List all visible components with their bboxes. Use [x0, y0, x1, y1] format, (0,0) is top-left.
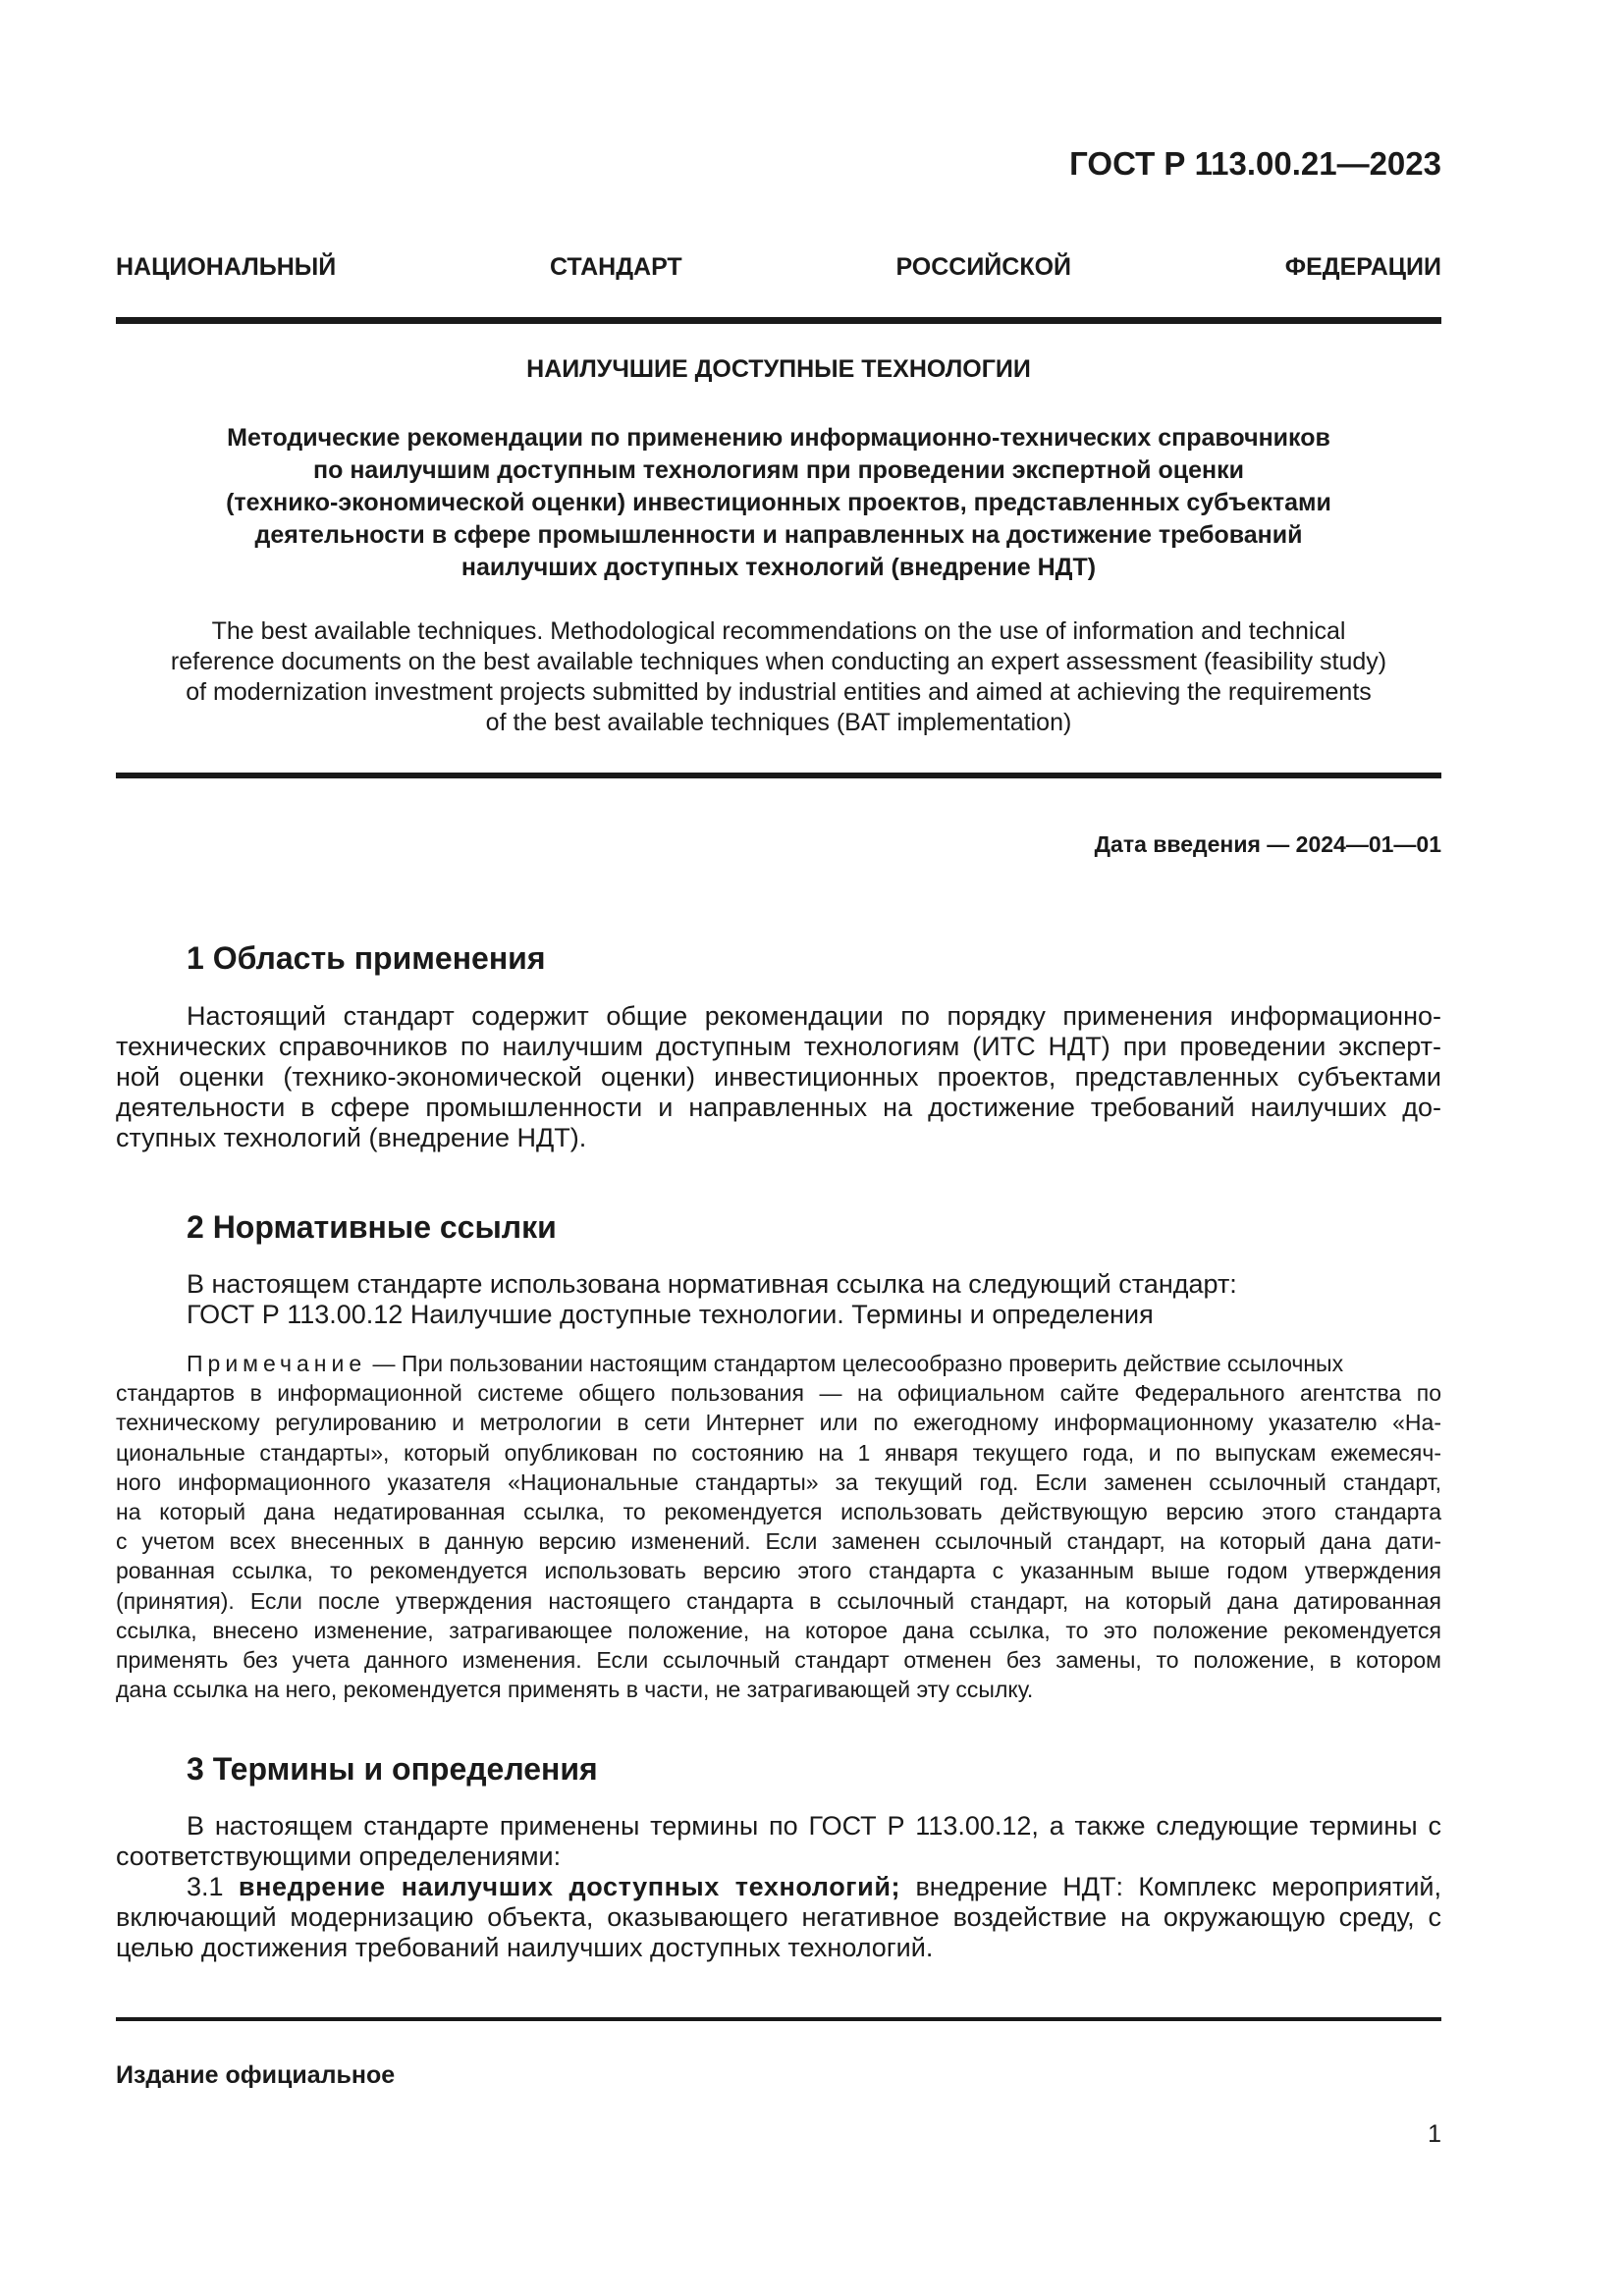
document-code: ГОСТ Р 113.00.21—2023: [1069, 145, 1441, 182]
term-number: 3.1: [187, 1872, 239, 1901]
title-divider: [116, 773, 1441, 778]
paragraph-line: деятельности в сфере промышленности и направленных на достижение требований наилучших до-: [116, 1093, 1441, 1122]
definition-line: целью достижения требований наилучших доступных технологий.: [116, 1933, 934, 1962]
note-text: — При пользовании настоящим стандартом целесообразно проверить действие ссылочных: [366, 1351, 1344, 1376]
note-line: дана ссылка на него, рекомендуется применять в части, не затрагивающей эту ссылку.: [116, 1677, 1034, 1703]
note-line: техническому регулированию и метрологии в сети Интернет или по ежегодному информационному указателю «На-: [116, 1410, 1441, 1436]
term-short: внедрение НДТ: Комплекс мероприятий,: [900, 1872, 1441, 1901]
term-name: внедрение наилучших доступных технологий;: [238, 1872, 901, 1901]
term-line: [116, 1872, 1441, 1902]
paragraph-line: технических справочников по наилучшим доступным технологиям (ИТС НДТ) при проведении эксперт-: [116, 1032, 1441, 1061]
paragraph-line: В настоящем стандарте применены термины по ГОСТ Р 113.00.12, а также следующие термины с: [187, 1811, 1441, 1841]
english-subtitle-line: of modernization investment projects submitted by industrial entities and aimed at achieving the requirements: [186, 678, 1372, 706]
national-standard-title: НАЦИОНАЛЬНЫЙ СТАНДАРТ РОССИЙСКОЙ ФЕДЕРАЦИИ: [116, 253, 1441, 281]
russian-subtitle-line: Методические рекомендации по применению информационно-технических справочников: [227, 424, 1330, 452]
topic-title: НАИЛУЧШИЕ ДОСТУПНЫЕ ТЕХНОЛОГИИ: [526, 355, 1031, 383]
note-line: (принятия). Если после утверждения настоящего стандарта в ссылочный стандарт, на который дана датированная: [116, 1587, 1441, 1614]
note-line: с учетом всех внесенных в данную версию изменений. Если заменен ссылочный стандарт, на который дана дати-: [116, 1528, 1441, 1555]
russian-subtitle-line: наилучших доступных технологий (внедрение НДТ): [460, 554, 1097, 581]
top-divider: [116, 317, 1441, 324]
note-label: Примечание: [187, 1351, 367, 1376]
russian-subtitle: [147, 422, 1410, 584]
note-line: циональные стандарты», который опубликован по состоянию на 1 января текущего года, и по выпускам ежемесяч-: [116, 1439, 1441, 1466]
section-3-heading: 3 Термины и определения: [187, 1751, 598, 1787]
note-line: ссылка, внесено изменение, затрагивающее положение, на которое дана ссылка, то это положение рекомендуется: [116, 1617, 1441, 1643]
russian-subtitle-line: (технико-экономической оценки) инвестиционных проектов, представленных субъектами: [226, 489, 1331, 516]
section-1-paragraph: [116, 1001, 1441, 1153]
english-subtitle: [147, 616, 1410, 738]
paragraph-line: ступных технологий (внедрение НДТ).: [116, 1123, 587, 1152]
english-subtitle-line: of the best available techniques (BAT implementation): [485, 709, 1072, 736]
english-subtitle-line: The best available techniques. Methodological recommendations on the use of information and technical: [211, 617, 1346, 645]
paragraph-line: ной оценки (технико-экономической оценки) инвестиционных проектов, представленных субъектами: [116, 1062, 1441, 1092]
definition-line: включающий модернизацию объекта, оказывающего негативное воздействие на окружающую среду, с: [116, 1902, 1441, 1932]
section-3-paragraph: [116, 1811, 1441, 1963]
introduction-date: Дата введения — 2024—01—01: [1094, 831, 1441, 857]
note-line: на который дана недатированная ссылка, то рекомендуется использовать действующую версию этого стандарта: [116, 1499, 1441, 1525]
paragraph-line: Настоящий стандарт содержит общие рекомендации по порядку применения информационно-: [187, 1001, 1441, 1031]
note-line: стандартов в информационной системе общего пользования — на официальном сайте Федерального агентства по: [116, 1380, 1441, 1407]
section-2-heading: 2 Нормативные ссылки: [187, 1209, 557, 1245]
russian-subtitle-line: деятельности в сфере промышленности и направленных на достижение требований: [254, 521, 1303, 549]
section-2-paragraph: [116, 1269, 1441, 1330]
note-line: рованная ссылка, то рекомендуется использовать версию этого стандарта с указанным выше годом утверждения: [116, 1558, 1441, 1584]
section-1-heading: 1 Область применения: [187, 940, 546, 976]
english-subtitle-line: reference documents on the best available techniques when conducting an expert assessment (feasibility study): [170, 648, 1387, 675]
paragraph-line: соответствующими определениями:: [116, 1842, 562, 1871]
section-2-note: [116, 1349, 1441, 1704]
page-number: 1: [1428, 2120, 1441, 2148]
edition-label: Издание официальное: [116, 2061, 396, 2089]
reference-line: ГОСТ Р 113.00.12 Наилучшие доступные технологии. Термины и определения: [187, 1300, 1154, 1329]
note-first-line: [116, 1349, 1441, 1378]
footer-divider: [116, 2017, 1441, 2021]
paragraph-line: В настоящем стандарте использована нормативная ссылка на следующий стандарт:: [187, 1269, 1237, 1299]
note-line: применять без учета данного изменения. Если ссылочный стандарт отменен без замены, то положение, в котором: [116, 1647, 1441, 1674]
note-line: ного информационного указателя «Национальные стандарты» за текущий год. Если заменен ссылочный стандарт,: [116, 1468, 1441, 1495]
russian-subtitle-line: по наилучшим доступным технологиям при проведении экспертной оценки: [313, 456, 1244, 484]
